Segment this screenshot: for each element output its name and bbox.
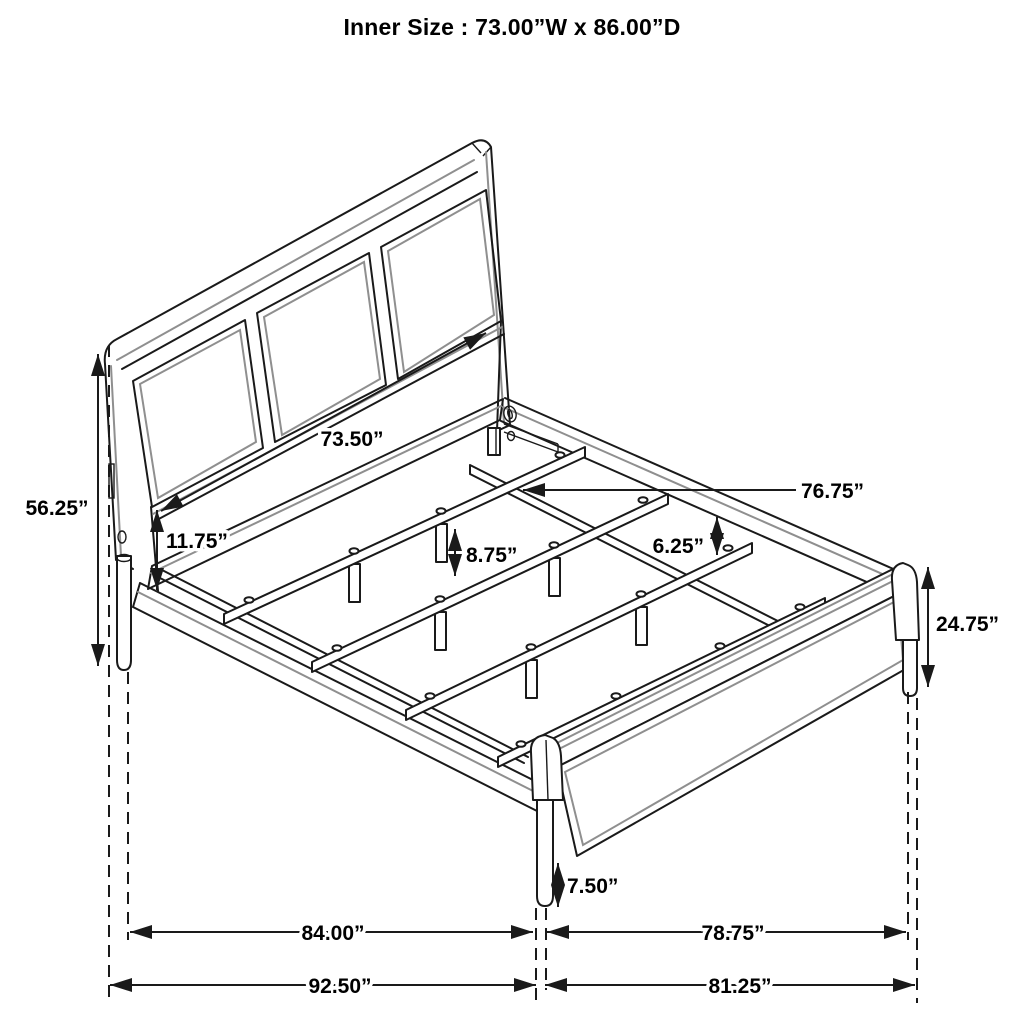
headboard-panel-center	[257, 253, 386, 442]
headboard-leg	[117, 555, 131, 671]
dim-label-overall-right: 81.25”	[708, 975, 772, 998]
dim-overall-right	[545, 975, 915, 998]
footboard	[531, 563, 919, 906]
dim-label-side-rail: 76.75”	[801, 480, 865, 503]
rail-support-leg	[488, 428, 500, 455]
dim-inner-left	[130, 922, 533, 945]
dim-label-footboard-leg: 7.50”	[567, 875, 619, 898]
headboard-panel-left	[133, 320, 263, 507]
dim-headboard-height	[25, 354, 98, 666]
dim-footboard-height	[928, 567, 999, 687]
near-inner-rail	[158, 570, 528, 763]
dim-panel-to-rail	[157, 510, 228, 590]
page-title: Inner Size : 73.00”W x 86.00”D	[343, 14, 681, 40]
dim-label-slat-leg: 8.75”	[466, 544, 518, 567]
dim-label-headboard-width: 73.50”	[320, 428, 384, 451]
slat-leg	[435, 612, 446, 650]
dim-label-overall-left: 92.50”	[308, 975, 372, 998]
dim-label-inner-right: 78.75”	[701, 922, 765, 945]
dim-label-inner-left: 84.00”	[301, 922, 365, 945]
dim-footboard-leg	[558, 863, 618, 907]
slat-leg	[349, 564, 360, 602]
dim-label-headboard-height: 56.25”	[25, 497, 89, 520]
footboard-far-post	[892, 563, 919, 696]
slat	[224, 447, 585, 624]
dim-label-footboard-height: 24.75”	[936, 613, 1000, 636]
slat-leg	[549, 558, 560, 596]
slat-leg	[436, 524, 447, 562]
headboard	[105, 140, 510, 591]
slat-leg	[636, 607, 647, 645]
headboard-panel-right	[381, 190, 501, 379]
dim-slat-gap	[653, 517, 717, 558]
slat-leg	[526, 660, 537, 698]
dim-label-panel-to-rail: 11.75”	[166, 530, 228, 553]
dim-inner-right	[547, 922, 906, 945]
slat	[312, 494, 668, 672]
near-side-rail	[133, 583, 547, 813]
dim-overall-left	[110, 975, 536, 998]
dim-label-slat-gap: 6.25”	[652, 535, 704, 558]
